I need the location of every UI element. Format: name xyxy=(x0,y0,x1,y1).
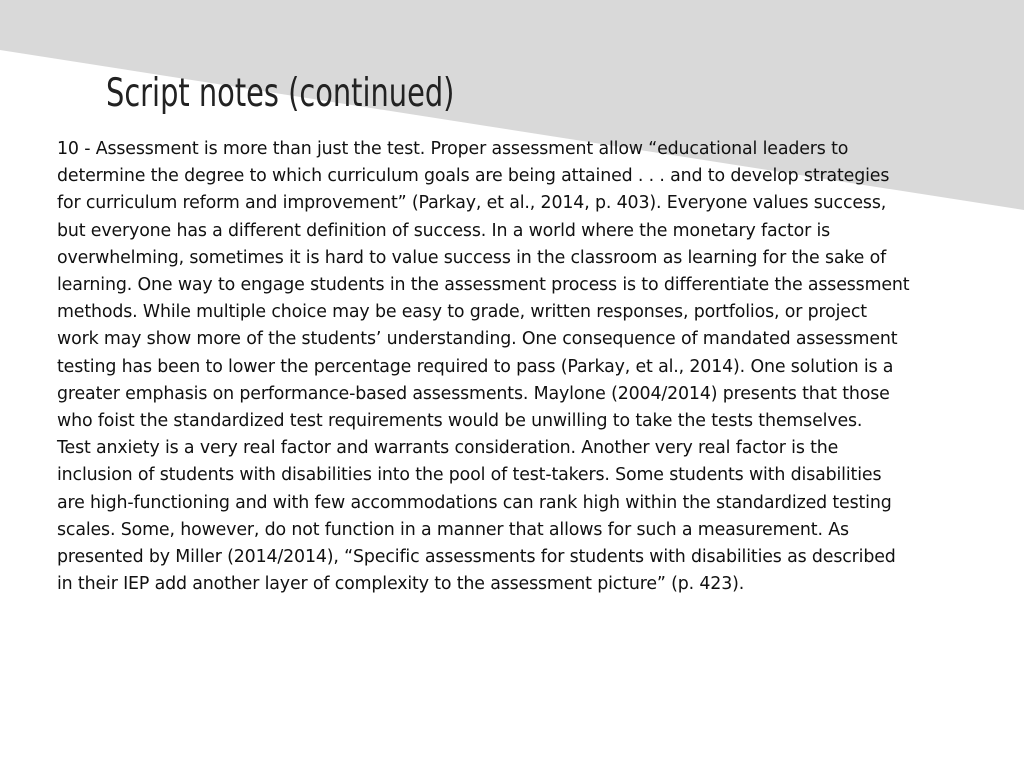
body-line: testing has been to lower the percentage required to pass (Parkay, et al., 2014). One solution is a xyxy=(57,356,894,377)
body-line: work may show more of the students’ understanding. One consequence of mandated assessment xyxy=(57,329,898,350)
body-line: determine the degree to which curriculum goals are being attained . . . and to develop strategies xyxy=(57,166,890,187)
body-line: in their IEP add another layer of complexity to the assessment picture” (p. 423). xyxy=(57,574,745,595)
body-line: inclusion of students with disabilities into the pool of test-takers. Some students with disabilities xyxy=(57,465,882,486)
body-line: methods. While multiple choice may be easy to grade, written responses, portfolios, or project xyxy=(57,302,867,323)
body-line: greater emphasis on performance-based assessments. Maylone (2004/2014) presents that those xyxy=(57,383,890,404)
body-line: Test anxiety is a very real factor and warrants consideration. Another very real factor is the xyxy=(57,438,839,459)
body-line: learning. One way to engage students in the assessment process is to differentiate the assessment xyxy=(57,275,910,296)
body-line: overwhelming, sometimes it is hard to value success in the classroom as learning for the sake of xyxy=(57,247,887,268)
body-line: but everyone has a different definition of success. In a world where the monetary factor is xyxy=(57,220,831,241)
body-line: 10 - Assessment is more than just the test. Proper assessment allow “educational leaders to xyxy=(57,139,849,159)
body-line: are high-functioning and with few accommodations can rank high within the standardized testing xyxy=(57,492,892,513)
script-notes-body xyxy=(57,136,973,598)
body-line: who foist the standardized test requirements would be unwilling to take the tests themselves. xyxy=(57,411,863,432)
body-line: scales. Some, however, do not function in a manner that allows for such a measurement. As xyxy=(57,519,849,540)
body-line: for curriculum reform and improvement” (Parkay, et al., 2014, p. 403). Everyone values success, xyxy=(57,193,887,214)
slide-title: Script notes (continued) xyxy=(106,71,455,116)
body-line: presented by Miller (2014/2014), “Specific assessments for students with disabilities as described xyxy=(57,547,896,568)
